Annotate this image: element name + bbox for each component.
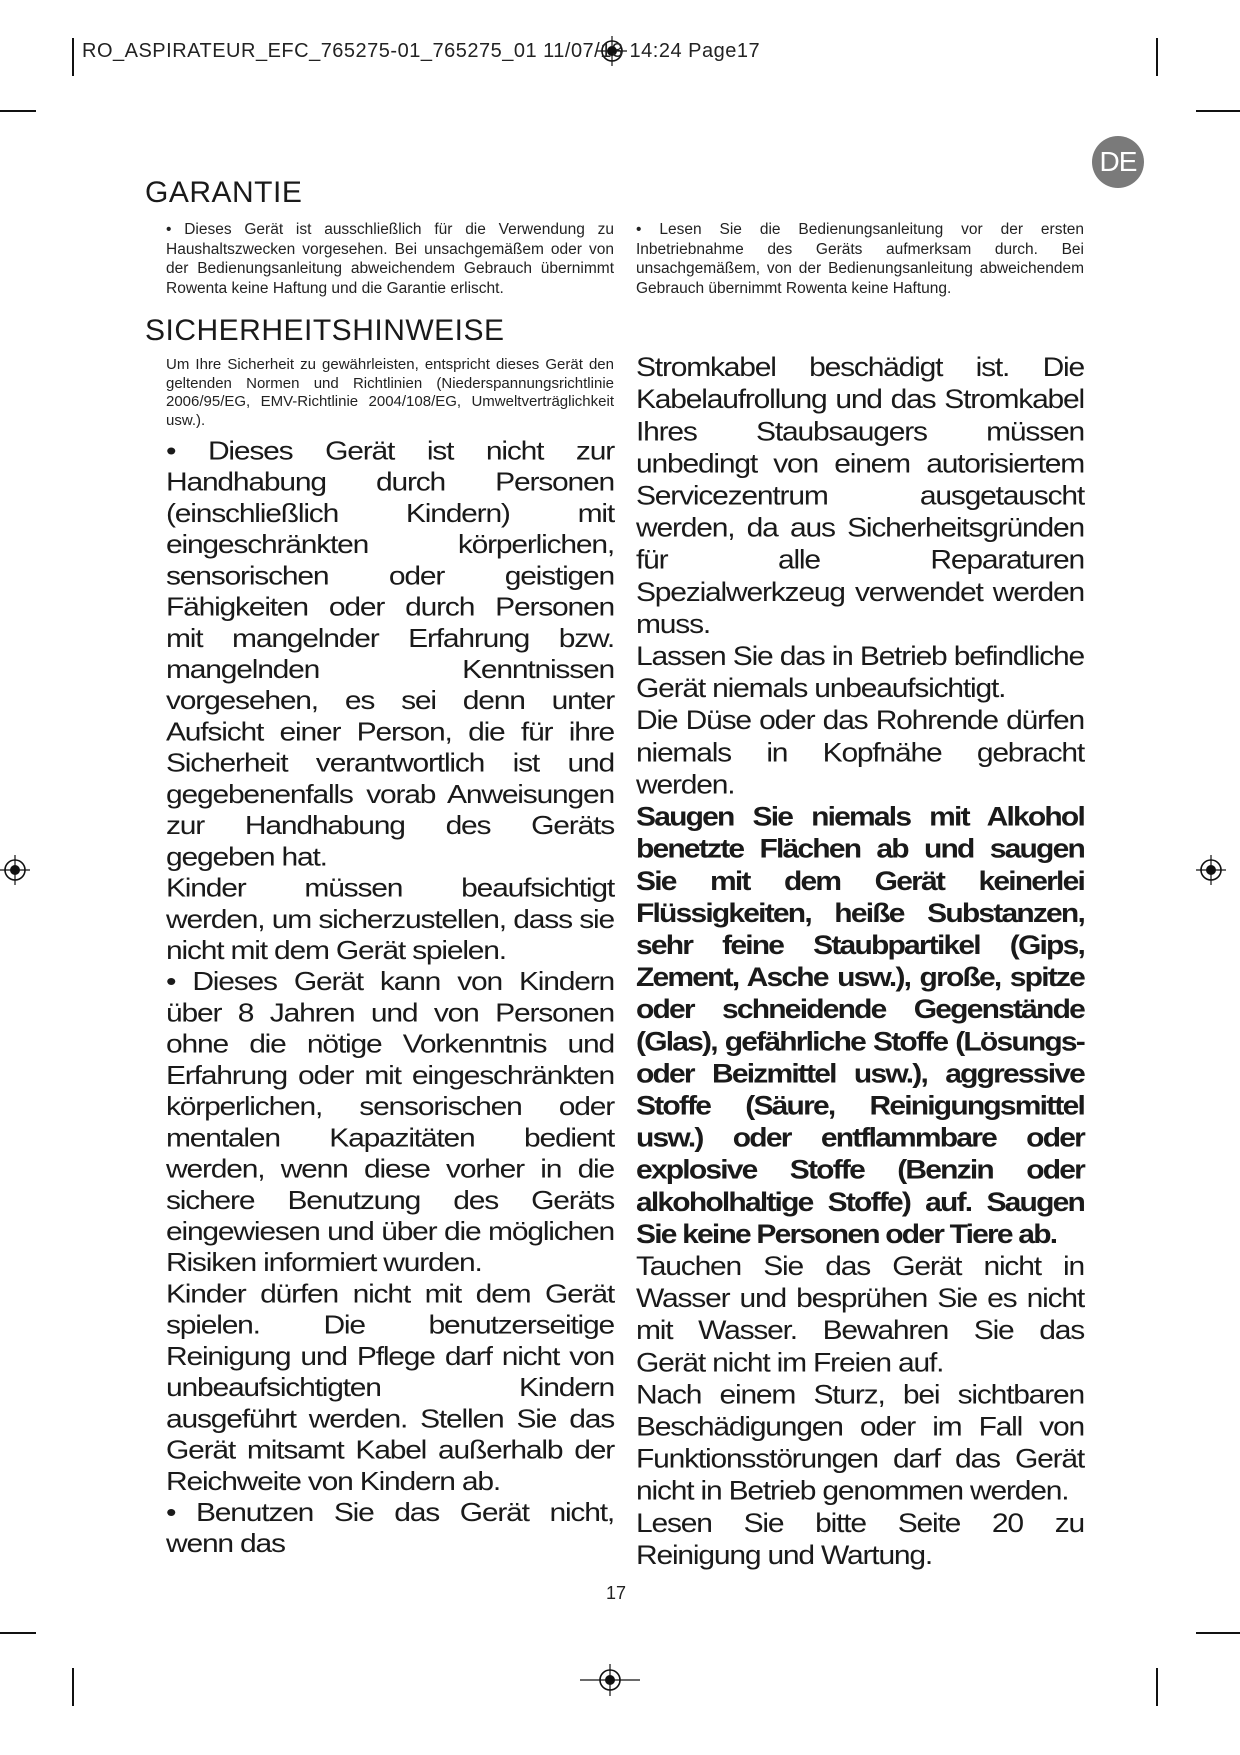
safety-left-paragraph: • Dieses Gerät ist nicht zur Handhabung durch Personen (einschließlich Kindern) mit eingeschränkten körperlichen, sensorischen oder geistigen Fähigkeiten oder durch Personen mit mangelnder Erfahrung bzw. mangelnden Kenntnissen vorgesehen, es sei denn unter Aufsicht einer Person, die für ihre Sicherheit verantwortlich ist und gegebenenfalls vorab Anweisungen zur Handhabung des Geräts gegeben hat. <box>166 436 614 872</box>
garantie-right-text: • Lesen Sie die Bedienungsanleitung vor der ersten Inbetriebnahme des Geräts aufmerksam durch. Bei unsachgemäßem, von der Bedienungsanleitung abweichendem Gebrauch übernimmt Rowenta keine Haftung. <box>636 221 1084 297</box>
crop-mark <box>72 38 74 76</box>
registration-mark-icon <box>1196 855 1226 885</box>
crop-mark <box>0 1632 36 1634</box>
safety-right-column <box>636 352 1084 1572</box>
registration-mark-icon <box>580 1664 640 1696</box>
safety-right-paragraph: Lesen Sie bitte Seite 20 zu Reinigung und Wartung. <box>636 1508 1084 1571</box>
safety-left-paragraph: Kinder dürfen nicht mit dem Gerät spielen. Die benutzerseitige Reinigung und Pflege darf nicht von unbeaufsichtigten Kindern ausgeführt werden. Stellen Sie das Gerät mitsamt Kabel außerhalb der Reichweite von Kindern ab. <box>166 1279 614 1496</box>
safety-right-paragraph: Die Düse oder das Rohrende dürfen niemals in Kopfnähe gebracht werden. <box>636 706 1084 800</box>
crop-mark <box>1196 110 1240 112</box>
language-badge: DE <box>1092 136 1144 188</box>
safety-right-paragraph: Nach einem Sturz, bei sichtbaren Beschädigungen oder im Fall von Funktionsstörungen darf das Gerät nicht in Betrieb genommen werden. <box>636 1380 1084 1506</box>
safety-right-paragraph: Stromkabel beschädigt ist. Die Kabelaufrollung und das Stromkabel Ihres Staubsaugers müssen unbedingt von einem autorisiertem Servicezentrum ausgetauscht werden, da aus Sicherheitsgründen für alle Reparaturen Spezialwerkzeug verwendet werden muss. <box>636 352 1084 640</box>
safety-intro: Um Ihre Sicherheit zu gewährleisten, entspricht dieses Gerät den geltenden Normen und Richtlinien (Niederspannungsrichtlinie 2006/95/EG, EMV-Richtlinie 2004/108/EG, Umweltverträglichkeit usw.). <box>166 356 614 429</box>
crop-mark <box>1156 38 1158 76</box>
safety-warning-bold: Saugen Sie niemals mit Alkohol benetzte Flächen ab und saugen Sie mit dem Gerät keinerlei Flüssigkeiten, heiße Substanzen, sehr feine Staubpartikel (Gips, Zement, Asche usw.), große, spitze oder schneidende Gegenstände (Glas), gefährliche Stoffe (Lösungs- oder Beizmittel usw.), aggressive Stoffe (Säure, Reinigungsmittel usw.) oder entflammbare oder explosive Stoffe (Benzin oder alkoholhaltige Stoffe) auf. Saugen Sie keine Personen oder Tiere ab. <box>636 802 1084 1250</box>
file-info-header: RO_ASPIRATEUR_EFC_765275-01_765275_01 11/07/13 14:24 Page17 <box>82 40 761 62</box>
garantie-heading: GARANTIE <box>145 176 303 209</box>
registration-mark-icon <box>0 855 30 885</box>
safety-left-paragraph: Kinder müssen beaufsichtigt werden, um sicherzustellen, dass sie nicht mit dem Gerät spielen. <box>166 873 614 966</box>
safety-left-paragraph: • Dieses Gerät kann von Kindern über 8 Jahren und von Personen ohne die nötige Vorkenntnis und Erfahrung oder mit eingeschränkten körperlichen, sensorischen oder mentalen Kapazitäten bedient werden, wenn diese vorher in die sichere Benutzung des Geräts eingewiesen und über die möglichen Risiken informiert wurden. <box>166 967 614 1278</box>
crop-mark <box>1156 1668 1158 1706</box>
crop-mark <box>0 110 36 112</box>
crop-mark <box>72 1668 74 1706</box>
crop-mark <box>1196 1632 1240 1634</box>
safety-left-paragraph: • Benutzen Sie das Gerät nicht, wenn das <box>166 1498 614 1559</box>
safety-heading: SICHERHEITSHINWEISE <box>145 314 505 347</box>
safety-left-column <box>166 436 614 1560</box>
safety-right-paragraph: Tauchen Sie das Gerät nicht in Wasser und besprühen Sie es nicht mit Wasser. Bewahren Sie das Gerät nicht im Freien auf. <box>636 1251 1084 1378</box>
safety-right-paragraph: Lassen Sie das in Betrieb befindliche Gerät niemals unbeaufsichtigt. <box>636 641 1084 704</box>
page-number: 17 <box>606 1583 627 1603</box>
garantie-left-text: • Dieses Gerät ist ausschließlich für die Verwendung zu Haushaltszwecken vorgesehen. Bei unsachgemäßem oder von der Bedienungsanleitung abweichendem Gebrauch übernimmt Rowenta keine Haftung und die Garantie erlischt. <box>166 221 614 297</box>
